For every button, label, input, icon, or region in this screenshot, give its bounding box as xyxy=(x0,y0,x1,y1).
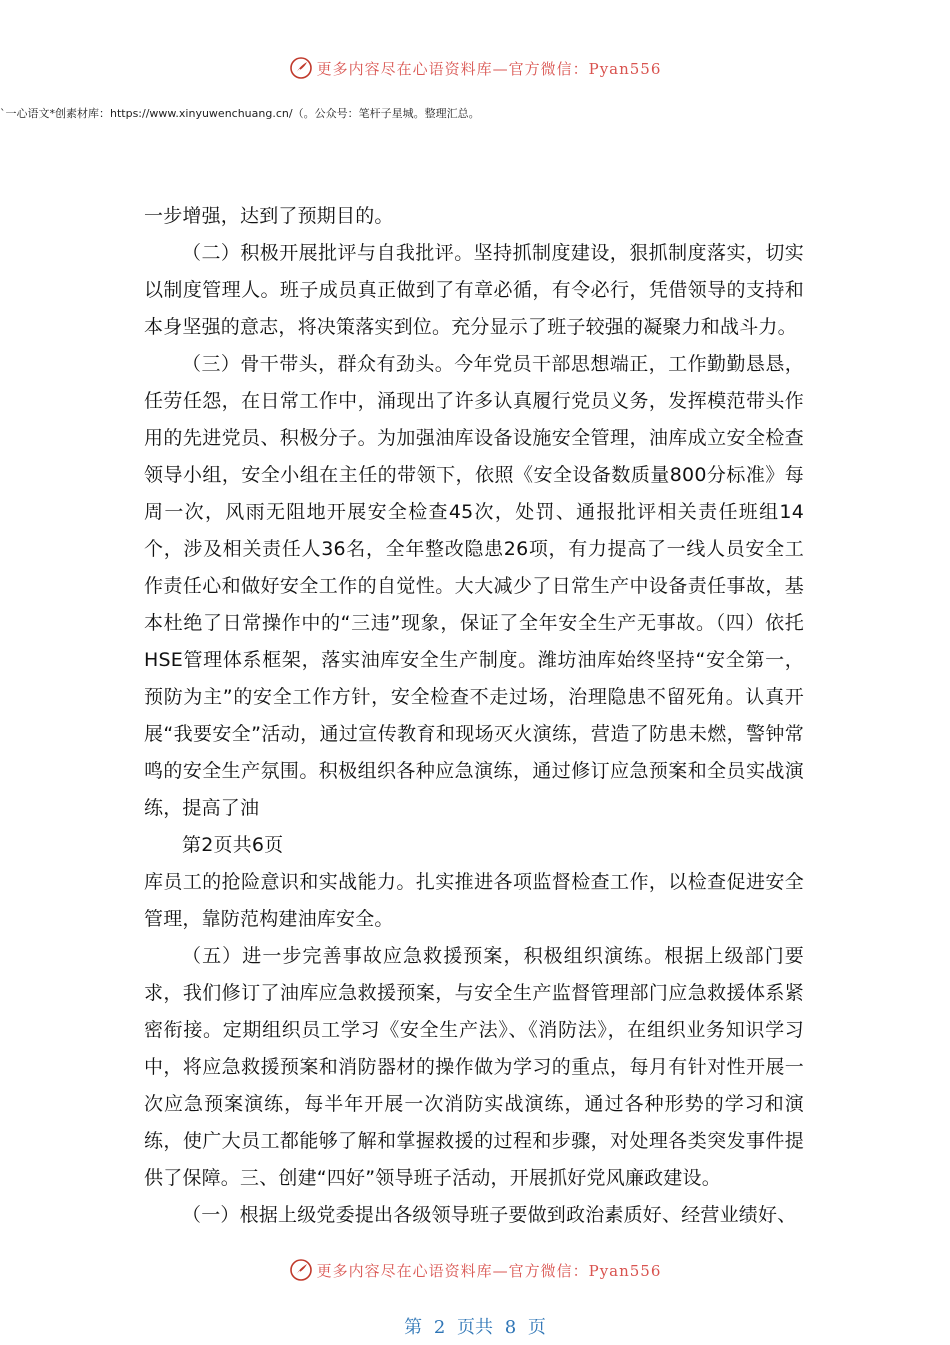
paragraph-criticism: （二）积极开展批评与自我批评。坚持抓制度建设，狠抓制度落实，切实以制度管理人。班子成员真正做到了有章必循，有令必行，凭借领导的支持和本身坚强的意志，将决策落实到位。充分显示了班子较强的凝聚力和战斗力。 xyxy=(144,242,804,338)
paragraph-continued: 一步增强，达到了预期目的。 xyxy=(144,205,394,227)
footer-banner xyxy=(0,1256,950,1284)
paragraph-emergency-plan: （五）进一步完善事故应急救援预案，积极组织演练。根据上级部门要求，我们修订了油库应急救援预案，与安全生产监督管理部门应急救援体系紧密衔接。定期组织员工学习《安全生产法》、《消防法》，在组织业务知识学习中，将应急救援预案和消防器材的操作做为学习的重点，每月有针对性开展一次应急预案演练，每半年开展一次消防实战演练，通过各种形势的学习和演练，使广大员工都能够了解和掌握救援的过程和步骤，对处理各类突发事件提供了保障。三、创建“四好”领导班子活动，开展抓好党风廉政建设。 xyxy=(144,945,804,1189)
feather-quill-icon xyxy=(289,56,313,80)
source-line: `一心语文*创素材库：https://www.xinyuwenchuang.cn/（。公众号：笔杆子星城。整理汇总。 xyxy=(0,107,480,120)
inline-page-number: 第2页共6页 xyxy=(182,834,284,856)
footer-banner-text: 更多内容尽在心语资料库—官方微信：Pyan556 xyxy=(316,1261,662,1280)
paragraph-backbone: （三）骨干带头，群众有劲头。今年党员干部思想端正，工作勤勤恳恳，任劳任怨，在日常工作中，涌现出了许多认真履行党员义务，发挥模范带头作用的先进党员、积极分子。为加强油库设备设施安全管理，油库成立安全检查领导小组，安全小组在主任的带领下，依照《安全设备数质量800分标准》每周一次，风雨无阻地开展安全检查45次，处罚、通报批评相关责任班组14个，涉及相关责任人36名，全年整改隐患26项，有力提高了一线人员安全工作责任心和做好安全工作的自觉性。大大减少了日常生产中设备责任事故，基本杜绝了日常操作中的“三违”现象，保证了全年安全生产无事故。（四）依托HSE管理体系框架，落实油库安全生产制度。潍坊油库始终坚持“安全第一，预防为主”的安全工作方针，安全检查不走过场，治理隐患不留死角。认真开展“我要安全”活动，通过宣传教育和现场灭火演练，营造了防患未燃，警钟常鸣的安全生产氛围。积极组织各种应急演练，通过修订应急预案和全员实战演练，提高了油 xyxy=(144,353,804,819)
feather-quill-icon xyxy=(289,1258,313,1282)
header-banner-text: 更多内容尽在心语资料库—官方微信：Pyan556 xyxy=(316,59,662,78)
document-body xyxy=(144,198,804,1234)
header-banner xyxy=(0,54,950,82)
paragraph-leadership: （一）根据上级党委提出各级领导班子要做到政治素质好、经营业绩好、 xyxy=(182,1204,797,1226)
page-footer-number: 第 2 页共 8 页 xyxy=(404,1317,546,1338)
paragraph-employee-awareness: 库员工的抢险意识和实战能力。扎实推进各项监督检查工作，以检查促进安全管理，靠防范构建油库安全。 xyxy=(144,871,804,930)
